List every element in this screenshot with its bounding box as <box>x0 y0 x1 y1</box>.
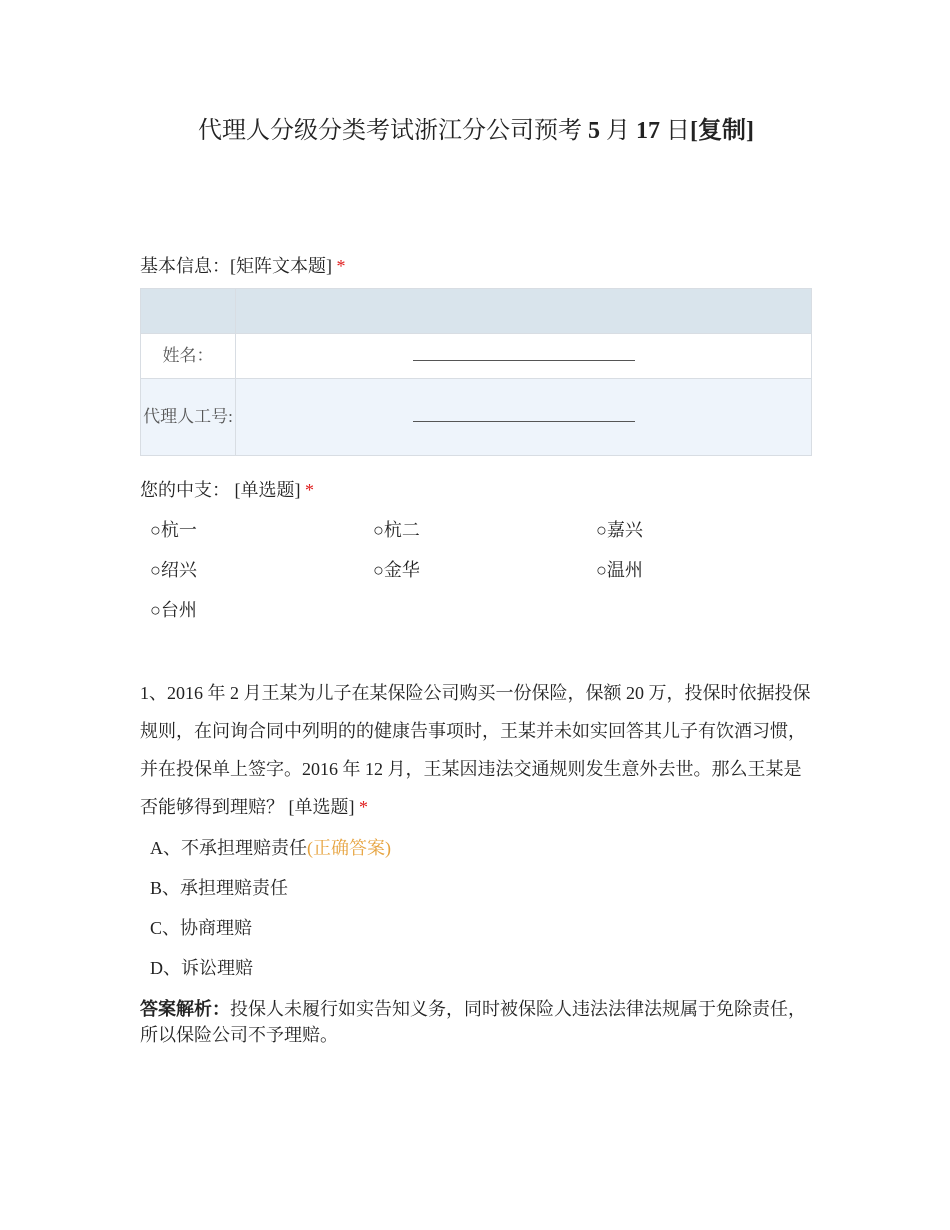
matrix-row-agent-id <box>141 379 812 456</box>
title-part-a: 代理人分级分类考试浙江分公司预考 <box>198 118 582 144</box>
correct-answer-tag: (正确答案) <box>307 838 391 858</box>
answer-analysis <box>140 996 812 1048</box>
branch-option[interactable]: ○杭一 <box>150 520 197 540</box>
branch-option[interactable]: ○杭二 <box>373 520 420 540</box>
basic-info-label: 基本信息：[矩阵文本题] <box>140 256 332 276</box>
answer-option-c[interactable]: C、协商理赔 <box>150 918 253 938</box>
branch-option[interactable]: ○绍兴 <box>150 560 197 580</box>
basic-info-matrix <box>140 288 812 456</box>
branch-option[interactable]: ○温州 <box>596 560 643 580</box>
required-mark: * <box>305 480 314 500</box>
agent-id-blank[interactable] <box>413 421 635 422</box>
branch-option[interactable]: ○台州 <box>150 600 197 620</box>
question-1-text: 1、2016 年 2 月王某为儿子在某保险公司购买一份保险，保额 20 万，投保时依据投保规则，在问询合同中列明的的健康告事项时，王某并未如实回答其儿子有饮酒习惯，并在投保单上签字。2016 年 12 月，王某因违法交通规则发生意外去世。那么王某是否能够得到理赔？ [单选题] <box>140 683 811 817</box>
matrix-header-row <box>141 289 812 334</box>
agent-id-field[interactable] <box>236 379 812 456</box>
answer-option-a[interactable] <box>150 836 391 876</box>
title-part-e: 日 <box>666 118 690 144</box>
answer-option-d[interactable]: D、诉讼理赔 <box>150 958 253 978</box>
question-1 <box>140 674 812 826</box>
required-mark: * <box>359 797 368 817</box>
branch-label: 您的中支： [单选题] <box>140 480 301 500</box>
analysis-key: 答案解析： <box>140 999 230 1019</box>
branch-options <box>150 518 812 622</box>
name-label: 姓名： <box>141 334 236 379</box>
answer-option-b[interactable]: B、承担理赔责任 <box>150 878 289 898</box>
title-part-f: [复制] <box>690 118 754 144</box>
agent-id-label: 代理人工号: <box>141 379 236 456</box>
name-field[interactable] <box>236 334 812 379</box>
analysis-text: 投保人未履行如实告知义务，同时被保险人违法法律法规属于免除责任，所以保险公司不予理赔。 <box>140 999 806 1045</box>
matrix-header-cell <box>236 289 812 334</box>
matrix-header-cell <box>141 289 236 334</box>
branch-option[interactable]: ○金华 <box>373 560 420 580</box>
name-blank[interactable] <box>413 360 635 361</box>
page-title <box>140 110 812 145</box>
required-mark: * <box>336 256 346 276</box>
answer-option-label: A、不承担理赔责任 <box>150 838 307 858</box>
basic-info-question <box>140 252 346 278</box>
branch-question <box>140 476 314 502</box>
title-part-b: 5 <box>588 118 600 144</box>
title-part-d: 17 <box>636 118 660 144</box>
title-part-c: 月 <box>606 118 630 144</box>
matrix-row-name <box>141 334 812 379</box>
branch-option[interactable]: ○嘉兴 <box>596 520 643 540</box>
question-1-options <box>150 836 391 996</box>
